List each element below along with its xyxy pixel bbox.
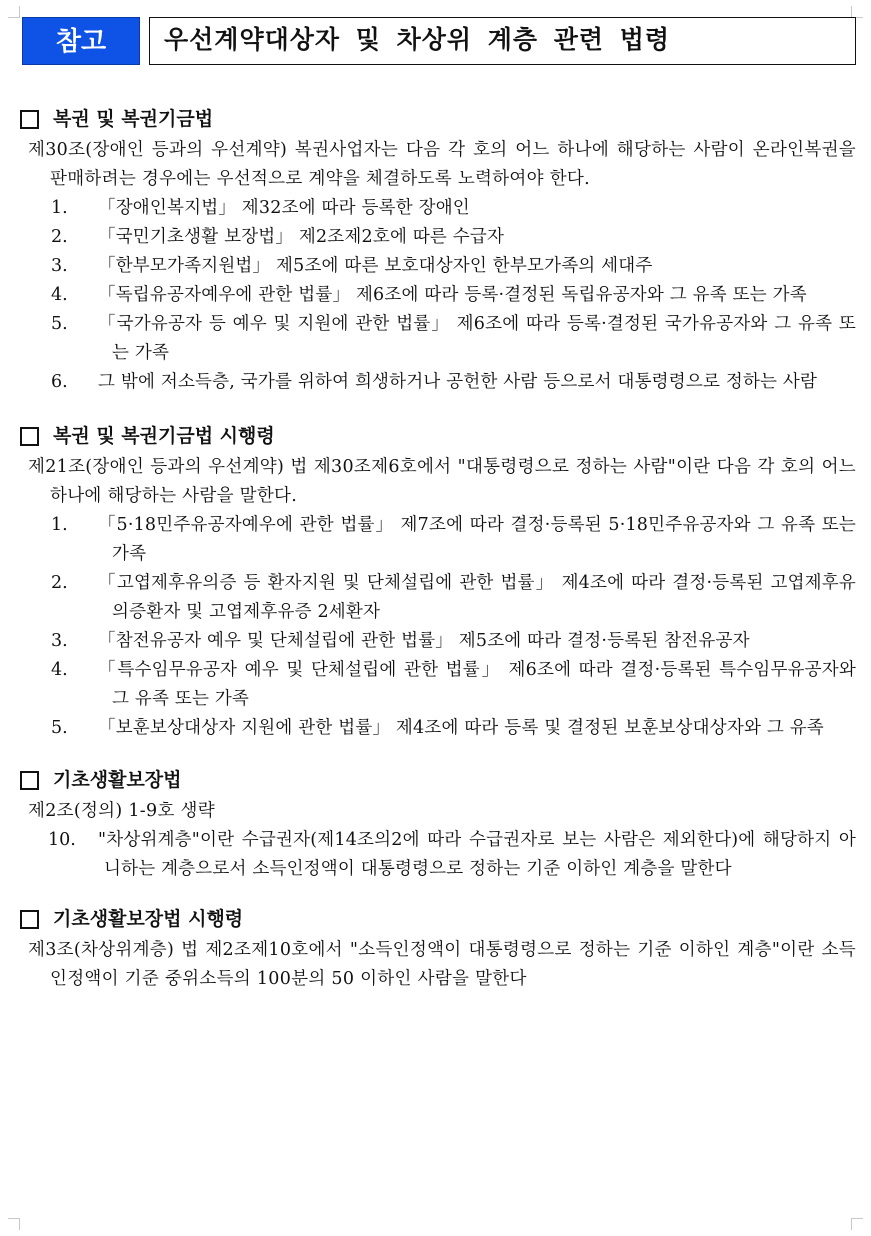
list-item (20, 194, 856, 223)
crop-mark-bottom-right (851, 1218, 863, 1230)
list-item (20, 627, 856, 656)
list-item (20, 223, 856, 252)
crop-mark-top-left (8, 6, 20, 18)
section-basic-livelihood-act (20, 765, 856, 884)
checkbox-icon (20, 110, 39, 129)
section-lottery-decree (20, 421, 856, 743)
section-basic-livelihood-decree (20, 904, 856, 994)
checkbox-icon (20, 910, 39, 929)
item-text: 「국민기초생활 보장법」 제2조제2호에 따른 수급자 (98, 227, 505, 247)
item-text: 「한부모가족지원법」 제5조에 따른 보호대상자인 한부모가족의 세대주 (98, 256, 653, 276)
item-number: 4. (51, 660, 68, 680)
item-number: 3. (51, 256, 68, 276)
item-text: "차상위계층"이란 수급권자(제14조의2에 따라 수급권자로 보는 사람은 제외한다)에 해당하지 아니하는 계층으로서 소득인정액이 대통령령으로 정하는 기준 이하인 계층을 말한다 (98, 830, 856, 879)
article-text: 제30조(장애인 등과의 우선계약) 복권사업자는 다음 각 호의 어느 하나에 해당하는 사람이 온라인복권을 판매하려는 경우에는 우선적으로 계약을 체결하도록 노력하여야 한다. (28, 140, 856, 189)
item-list (20, 511, 856, 743)
item-text: 「보훈보상대상자 지원에 관한 법률」 제4조에 따라 등록 및 결정된 보훈보상대상자와 그 유족 (98, 718, 824, 738)
section-heading (20, 421, 856, 451)
item-text: 「국가유공자 등 예우 및 지원에 관한 법률」 제6조에 따라 등록·결정된 국가유공자와 그 유족 또는 가족 (98, 314, 856, 363)
item-number: 1. (51, 198, 68, 218)
item-list (20, 826, 856, 884)
list-item (20, 252, 856, 281)
item-number: 3. (51, 631, 68, 651)
item-text: 「고엽제후유의증 등 환자지원 및 단체설립에 관한 법률」 제4조에 따라 결정·등록된 고엽제후유의증환자 및 고엽제후유증 2세환자 (98, 573, 856, 622)
item-list (20, 194, 856, 397)
item-text: 「참전유공자 예우 및 단체설립에 관한 법률」 제5조에 따라 결정·등록된 참전유공자 (98, 631, 750, 651)
item-text: 「특수임무유공자 예우 및 단체설립에 관한 법률」 제6조에 따라 결정·등록된 특수임무유공자와 그 유족 또는 가족 (98, 660, 856, 709)
item-number: 10. (48, 830, 76, 850)
list-item (20, 281, 856, 310)
document-header (22, 17, 856, 65)
document-title: 우선계약대상자 및 차상위 계층 관련 법령 (149, 17, 856, 65)
section-title: 기초생활보장법 시행령 (53, 908, 244, 930)
crop-mark-bottom-left (8, 1218, 20, 1230)
article-text: 제21조(장애인 등과의 우선계약) 법 제30조제6호에서 "대통령령으로 정하는 사람"이란 다음 각 호의 어느 하나에 해당하는 사람을 말한다. (28, 457, 856, 506)
item-text: 그 밖에 저소득층, 국가를 위하여 희생하거나 공헌한 사람 등으로서 대통령령으로 정하는 사람 (98, 372, 818, 392)
article-text: 제3조(차상위계층) 법 제2조제10호에서 "소득인정액이 대통령령으로 정하는 기준 이하인 계층"이란 소득인정액이 기준 중위소득의 100분의 50 이하인 사람을 말한다 (28, 940, 856, 989)
section-title: 기초생활보장법 (53, 769, 182, 791)
item-number: 5. (51, 314, 68, 334)
item-number: 2. (51, 227, 68, 247)
list-item (20, 569, 856, 627)
list-item (20, 310, 856, 368)
section-heading (20, 904, 856, 934)
checkbox-icon (20, 427, 39, 446)
article-text: 제2조(정의) 1-9호 생략 (28, 801, 215, 821)
item-number: 4. (51, 285, 68, 305)
section-title: 복권 및 복권기금법 시행령 (53, 425, 275, 447)
list-item (20, 714, 856, 743)
list-item (20, 826, 856, 884)
item-text: 「5·18민주유공자예우에 관한 법률」 제7조에 따라 결정·등록된 5·18민주유공자와 그 유족 또는 가족 (98, 515, 856, 564)
list-item (20, 368, 856, 397)
item-number: 2. (51, 573, 68, 593)
item-text: 「독립유공자예우에 관한 법률」 제6조에 따라 등록·결정된 독립유공자와 그 유족 또는 가족 (98, 285, 807, 305)
checkbox-icon (20, 771, 39, 790)
item-number: 6. (51, 372, 68, 392)
section-lottery-act (20, 104, 856, 397)
item-text: 「장애인복지법」 제32조에 따라 등록한 장애인 (98, 198, 470, 218)
section-heading (20, 104, 856, 134)
section-heading (20, 765, 856, 795)
item-number: 1. (51, 515, 68, 535)
list-item (20, 656, 856, 714)
section-title: 복권 및 복권기금법 (53, 108, 214, 130)
list-item (20, 511, 856, 569)
document-body (20, 104, 856, 1018)
item-number: 5. (51, 718, 68, 738)
reference-badge: 참고 (22, 17, 140, 65)
